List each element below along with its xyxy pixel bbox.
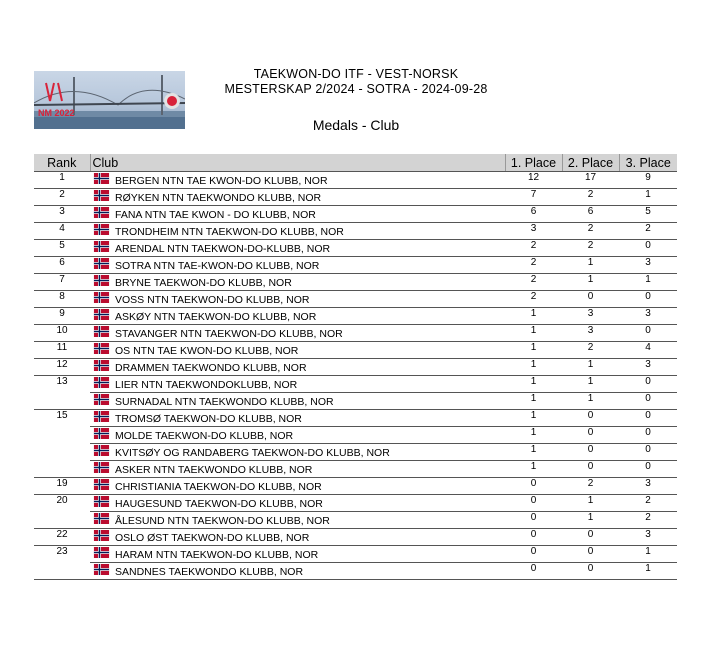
first-place-count: 1	[505, 427, 562, 444]
first-place-count: 0	[505, 478, 562, 495]
club-cell	[90, 257, 505, 274]
club-name: OS NTN TAE KWON-DO KLUBB, NOR	[115, 345, 299, 357]
third-place-count: 0	[619, 410, 677, 427]
club-name: HARAM NTN TAEKWON-DO KLUBB, NOR	[115, 549, 319, 561]
second-place-count: 0	[562, 444, 619, 461]
table-row	[34, 359, 677, 376]
table-row	[34, 274, 677, 291]
club-cell	[90, 529, 505, 546]
first-place-count: 0	[505, 546, 562, 563]
norway-flag-icon	[92, 428, 111, 439]
rank-cell	[34, 512, 90, 529]
norway-flag-icon	[92, 479, 111, 490]
column-header-club: Club	[90, 154, 505, 172]
club-name: VOSS NTN TAEKWON-DO KLUBB, NOR	[115, 294, 310, 306]
table-row	[34, 172, 677, 189]
table-row	[34, 308, 677, 325]
third-place-count: 0	[619, 240, 677, 257]
club-cell	[90, 563, 505, 580]
club-name: HAUGESUND TAEKWON-DO KLUBB, NOR	[115, 498, 323, 510]
table-row	[34, 325, 677, 342]
first-place-count: 7	[505, 189, 562, 206]
club-cell	[90, 512, 505, 529]
rank-cell: 6	[34, 257, 90, 274]
third-place-count: 2	[619, 223, 677, 240]
second-place-count: 0	[562, 410, 619, 427]
document-title: TAEKWON-DO ITF - VEST-NORSK	[253, 67, 459, 81]
club-cell	[90, 427, 505, 444]
first-place-count: 2	[505, 291, 562, 308]
second-place-count: 3	[562, 308, 619, 325]
second-place-count: 0	[562, 563, 619, 580]
norway-flag-icon	[92, 564, 111, 575]
club-name: ASKER NTN TAEKWONDO KLUBB, NOR	[115, 464, 313, 476]
second-place-count: 1	[562, 512, 619, 529]
table-row	[34, 206, 677, 223]
bridge-icon	[34, 71, 185, 129]
club-cell	[90, 461, 505, 478]
club-name: RØYKEN NTN TAEKWONDO KLUBB, NOR	[115, 192, 322, 204]
third-place-count: 3	[619, 257, 677, 274]
second-place-count: 1	[562, 376, 619, 393]
norway-flag-icon	[92, 173, 111, 184]
second-place-count: 2	[562, 478, 619, 495]
norway-flag-icon	[92, 411, 111, 422]
table-row	[34, 512, 677, 529]
second-place-count: 1	[562, 274, 619, 291]
club-cell	[90, 308, 505, 325]
second-place-count: 1	[562, 359, 619, 376]
norway-flag-icon	[92, 224, 111, 235]
second-place-count: 2	[562, 223, 619, 240]
column-header-third-place: 3. Place	[619, 154, 677, 172]
rank-cell: 3	[34, 206, 90, 223]
table-row	[34, 291, 677, 308]
third-place-count: 3	[619, 308, 677, 325]
first-place-count: 1	[505, 325, 562, 342]
club-cell	[90, 240, 505, 257]
club-name: DRAMMEN TAEKWONDO KLUBB, NOR	[115, 362, 307, 374]
table-row	[34, 376, 677, 393]
third-place-count: 2	[619, 495, 677, 512]
table-row	[34, 478, 677, 495]
third-place-count: 1	[619, 563, 677, 580]
norway-flag-icon	[92, 360, 111, 371]
second-place-count: 0	[562, 291, 619, 308]
rank-cell: 4	[34, 223, 90, 240]
rank-cell: 23	[56, 546, 68, 557]
table-row	[34, 189, 677, 206]
first-place-count: 1	[505, 376, 562, 393]
club-cell	[90, 223, 505, 240]
norway-flag-icon	[92, 394, 111, 405]
norway-flag-icon	[92, 530, 111, 541]
club-name: LIER NTN TAEKWONDOKLUBB, NOR	[115, 379, 298, 391]
table-row	[34, 427, 677, 444]
first-place-count: 12	[505, 172, 562, 189]
norway-flag-icon	[92, 462, 111, 473]
club-cell	[90, 359, 505, 376]
first-place-count: 2	[505, 274, 562, 291]
club-cell	[90, 410, 505, 427]
first-place-count: 1	[505, 410, 562, 427]
club-cell	[90, 291, 505, 308]
club-name: OSLO ØST TAEKWON-DO KLUBB, NOR	[115, 532, 310, 544]
second-place-count: 1	[562, 495, 619, 512]
club-cell	[90, 189, 505, 206]
third-place-count: 3	[619, 359, 677, 376]
club-cell	[90, 206, 505, 223]
club-name: KVITSØY OG RANDABERG TAEKWON-DO KLUBB, NOR	[115, 447, 390, 459]
second-place-count: 1	[562, 257, 619, 274]
club-cell	[90, 495, 505, 512]
second-place-count: 0	[562, 427, 619, 444]
table-row	[34, 563, 677, 580]
rank-cell: 12	[34, 359, 90, 376]
first-place-count: 0	[505, 512, 562, 529]
club-cell	[90, 444, 505, 461]
first-place-count: 1	[505, 308, 562, 325]
rank-cell	[34, 444, 90, 461]
club-name: STAVANGER NTN TAEKWON-DO KLUBB, NOR	[115, 328, 343, 340]
document-subtitle: MESTERSKAP 2/2024 - SOTRA - 2024-09-28	[224, 82, 488, 96]
second-place-count: 0	[562, 461, 619, 478]
rank-cell: 8	[34, 291, 90, 308]
club-name: TROMSØ TAEKWON-DO KLUBB, NOR	[115, 413, 302, 425]
club-cell	[90, 325, 505, 342]
third-place-count: 0	[619, 427, 677, 444]
club-name: BRYNE TAEKWON-DO KLUBB, NOR	[115, 277, 292, 289]
club-name: SANDNES TAEKWONDO KLUBB, NOR	[115, 566, 304, 578]
rank-cell: 9	[34, 308, 90, 325]
club-cell	[90, 546, 505, 563]
table-row	[34, 546, 677, 563]
logo-text: NM 2022	[38, 108, 75, 118]
medals-table	[34, 154, 677, 580]
norway-flag-icon	[92, 326, 111, 337]
table-header-row	[34, 154, 677, 172]
first-place-count: 1	[505, 359, 562, 376]
column-header-second-place: 2. Place	[562, 154, 619, 172]
table-row	[34, 410, 677, 427]
third-place-count: 4	[619, 342, 677, 359]
third-place-count: 1	[619, 189, 677, 206]
rank-cell: 15	[56, 410, 68, 421]
rank-cell: 11	[34, 342, 90, 359]
table-row	[34, 257, 677, 274]
rank-cell	[34, 461, 90, 478]
first-place-count: 1	[505, 461, 562, 478]
second-place-count: 2	[562, 240, 619, 257]
club-cell	[90, 342, 505, 359]
club-name: FANA NTN TAE KWON - DO KLUBB, NOR	[115, 209, 316, 221]
rank-cell: 10	[34, 325, 90, 342]
club-name: CHRISTIANIA TAEKWON-DO KLUBB, NOR	[115, 481, 322, 493]
first-place-count: 2	[505, 257, 562, 274]
third-place-count: 0	[619, 325, 677, 342]
rank-cell	[34, 393, 90, 410]
club-cell	[90, 478, 505, 495]
table-row	[34, 240, 677, 257]
norway-flag-icon	[92, 275, 111, 286]
rank-cell: 22	[34, 529, 90, 546]
table-row	[34, 223, 677, 240]
club-name: ASKØY NTN TAEKWON-DO KLUBB, NOR	[115, 311, 317, 323]
third-place-count: 0	[619, 393, 677, 410]
club-name: BERGEN NTN TAE KWON-DO KLUBB, NOR	[115, 175, 328, 187]
second-place-count: 0	[562, 546, 619, 563]
norway-flag-icon	[92, 496, 111, 507]
third-place-count: 0	[619, 461, 677, 478]
club-name: SOTRA NTN TAE-KWON-DO KLUBB, NOR	[115, 260, 320, 272]
table-row	[34, 529, 677, 546]
rank-cell: 2	[34, 189, 90, 206]
column-header-first-place: 1. Place	[505, 154, 562, 172]
first-place-count: 1	[505, 393, 562, 410]
norway-flag-icon	[92, 343, 111, 354]
third-place-count: 0	[619, 444, 677, 461]
norway-flag-icon	[92, 377, 111, 388]
second-place-count: 17	[562, 172, 619, 189]
norway-flag-icon	[92, 309, 111, 320]
club-name: TRONDHEIM NTN TAEKWON-DO KLUBB, NOR	[115, 226, 344, 238]
second-place-count: 1	[562, 393, 619, 410]
club-cell	[90, 274, 505, 291]
rank-cell: 1	[34, 172, 90, 189]
second-place-count: 6	[562, 206, 619, 223]
rank-cell: 20	[56, 495, 68, 506]
first-place-count: 6	[505, 206, 562, 223]
third-place-count: 1	[619, 274, 677, 291]
third-place-count: 3	[619, 529, 677, 546]
norway-flag-icon	[92, 190, 111, 201]
norway-flag-icon	[92, 513, 111, 524]
club-cell	[90, 393, 505, 410]
third-place-count: 9	[619, 172, 677, 189]
first-place-count: 0	[505, 563, 562, 580]
table-row	[34, 444, 677, 461]
table-row	[34, 461, 677, 478]
second-place-count: 0	[562, 529, 619, 546]
second-place-count: 2	[562, 189, 619, 206]
club-cell	[90, 376, 505, 393]
rank-cell: 7	[34, 274, 90, 291]
third-place-count: 2	[619, 512, 677, 529]
table-row	[34, 393, 677, 410]
club-name: ÅLESUND NTN TAEKWON-DO KLUBB, NOR	[115, 515, 330, 527]
norway-flag-icon	[92, 547, 111, 558]
norway-flag-icon	[92, 292, 111, 303]
norway-flag-icon	[92, 258, 111, 269]
section-title: Medals - Club	[312, 117, 400, 133]
first-place-count: 2	[505, 240, 562, 257]
column-header-rank: Rank	[34, 154, 90, 172]
first-place-count: 1	[505, 444, 562, 461]
norway-flag-icon	[92, 207, 111, 218]
table-row	[34, 495, 677, 512]
third-place-count: 5	[619, 206, 677, 223]
table-row	[34, 342, 677, 359]
second-place-count: 3	[562, 325, 619, 342]
first-place-count: 3	[505, 223, 562, 240]
club-name: MOLDE TAEKWON-DO KLUBB, NOR	[115, 430, 294, 442]
third-place-count: 3	[619, 478, 677, 495]
first-place-count: 1	[505, 342, 562, 359]
norway-flag-icon	[92, 445, 111, 456]
second-place-count: 2	[562, 342, 619, 359]
event-logo	[34, 71, 185, 129]
rank-cell	[34, 427, 90, 444]
rank-cell: 5	[34, 240, 90, 257]
first-place-count: 0	[505, 529, 562, 546]
club-name: ARENDAL NTN TAEKWON-DO-KLUBB, NOR	[115, 243, 331, 255]
rank-cell: 19	[34, 478, 90, 495]
third-place-count: 1	[619, 546, 677, 563]
third-place-count: 0	[619, 291, 677, 308]
rank-cell	[34, 563, 90, 580]
first-place-count: 0	[505, 495, 562, 512]
norway-flag-icon	[92, 241, 111, 252]
third-place-count: 0	[619, 376, 677, 393]
club-cell	[90, 172, 505, 189]
rank-cell: 13	[56, 376, 68, 387]
club-name: SURNADAL NTN TAEKWONDO KLUBB, NOR	[115, 396, 334, 408]
